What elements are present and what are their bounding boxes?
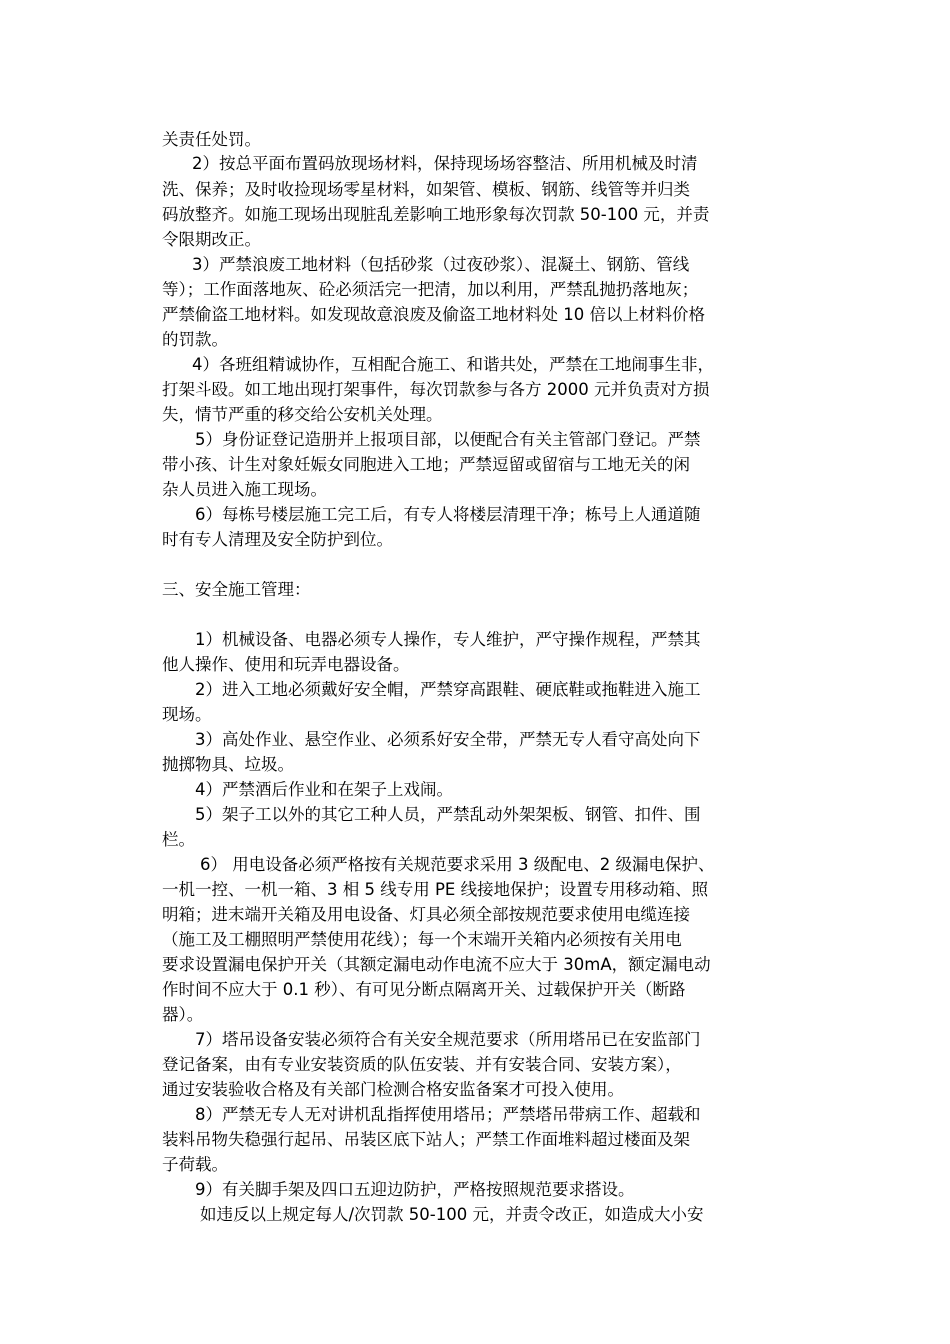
text-line: 码放整齐。如施工现场出现脏乱差影响工地形象每次罚款 50-100 元，并责 <box>162 205 710 224</box>
safety-item-5: 5）架子工以外的其它工种人员，严禁乱动外架架板、钢管、扣件、围 <box>195 805 701 824</box>
paragraph-item-2: 2）按总平面布置码放现场材料，保持现场场容整洁、所用机械及时清 <box>192 154 698 173</box>
text-line: 装料吊物失稳强行起吊、吊装区底下站人；严禁工作面堆料超过楼面及架 <box>162 1130 690 1149</box>
text-line: 抛掷物具、垃圾。 <box>162 755 294 774</box>
text-line: 现场。 <box>162 705 212 724</box>
safety-item-9: 9）有关脚手架及四口五迎边防护，严格按照规范要求搭设。 <box>195 1180 635 1199</box>
section-heading: 三、安全施工管理： <box>162 580 311 599</box>
penalty-clause: 如违反以上规定每人/次罚款 50-100 元，并责令改正，如造成大小安 <box>200 1205 704 1224</box>
text-line: 失，情节严重的移交给公安机关处理。 <box>162 405 443 424</box>
text-line: 关责任处罚。 <box>162 130 261 149</box>
safety-item-1: 1）机械设备、电器必须专人操作，专人维护，严守操作规程，严禁其 <box>195 630 701 649</box>
text-line: 要求设置漏电保护开关（其额定漏电动作电流不应大于 30mA，额定漏电动 <box>162 955 711 974</box>
text-line: 子荷载。 <box>162 1155 228 1174</box>
text-line: （施工及工棚照明严禁使用花线）；每一个末端开关箱内必须按有关用电 <box>162 930 682 949</box>
paragraph-item-3: 3）严禁浪废工地材料（包括砂浆（过夜砂浆）、混凝土、钢筋、管线 <box>192 255 690 274</box>
text-line: 杂人员进入施工现场。 <box>162 480 327 499</box>
text-line: 洗、保养；及时收捡现场零星材料，如架管、模板、钢筋、线管等并归类 <box>162 180 690 199</box>
safety-item-3: 3）高处作业、悬空作业、必须系好安全带，严禁无专人看守高处向下 <box>195 730 701 749</box>
safety-item-8: 8）严禁无专人无对讲机乱指挥使用塔吊；严禁塔吊带病工作、超载和 <box>195 1105 701 1124</box>
safety-item-4: 4）严禁酒后作业和在架子上戏闹。 <box>195 780 453 799</box>
paragraph-item-4: 4）各班组精诚协作，互相配合施工、和谐共处，严禁在工地闹事生非， <box>192 355 714 374</box>
text-line: 明箱；进末端开关箱及用电设备、灯具必须全部按规范要求使用电缆连接 <box>162 905 690 924</box>
safety-item-7: 7）塔吊设备安装必须符合有关安全规范要求（所用塔吊已在安监部门 <box>195 1030 701 1049</box>
text-line: 严禁偷盗工地材料。如发现故意浪废及偷盗工地材料处 10 倍以上材料价格 <box>162 305 705 324</box>
text-line: 打架斗殴。如工地出现打架事件，每次罚款参与各方 2000 元并负责对方损 <box>162 380 710 399</box>
text-line: 带小孩、计生对象妊娠女同胞进入工地；严禁逗留或留宿与工地无关的闲 <box>162 455 690 474</box>
text-line: 通过安装验收合格及有关部门检测合格安监备案才可投入使用。 <box>162 1080 624 1099</box>
text-line: 的罚款。 <box>162 330 228 349</box>
text-line: 登记备案，由有专业安装资质的队伍安装、并有安装合同、安装方案）， <box>162 1055 682 1074</box>
paragraph-item-5: 5）身份证登记造册并上报项目部，以便配合有关主管部门登记。严禁 <box>195 430 701 449</box>
text-line: 作时间不应大于 0.1 秒）、有可见分断点隔离开关、过载保护开关（断路 <box>162 980 686 999</box>
text-line: 等）；工作面落地灰、砼必须活完一把清，加以利用，严禁乱抛扔落地灰； <box>162 280 699 299</box>
text-line: 栏。 <box>162 830 195 849</box>
text-line: 令限期改正。 <box>162 230 261 249</box>
text-line: 器）。 <box>162 1005 204 1024</box>
safety-item-2: 2）进入工地必须戴好安全帽，严禁穿高跟鞋、硬底鞋或拖鞋进入施工 <box>195 680 701 699</box>
safety-item-6: 6） 用电设备必须严格按有关规范要求采用 3 级配电、2 级漏电保护、 <box>200 855 715 874</box>
paragraph-item-6: 6）每栋号楼层施工完工后，有专人将楼层清理干净；栋号上人通道随 <box>195 505 701 524</box>
text-line: 他人操作、使用和玩弄电器设备。 <box>162 655 410 674</box>
text-line: 时有专人清理及安全防护到位。 <box>162 530 393 549</box>
text-line: 一机一控、一机一箱、3 相 5 线专用 PE 线接地保护；设置专用移动箱、照 <box>162 880 709 899</box>
